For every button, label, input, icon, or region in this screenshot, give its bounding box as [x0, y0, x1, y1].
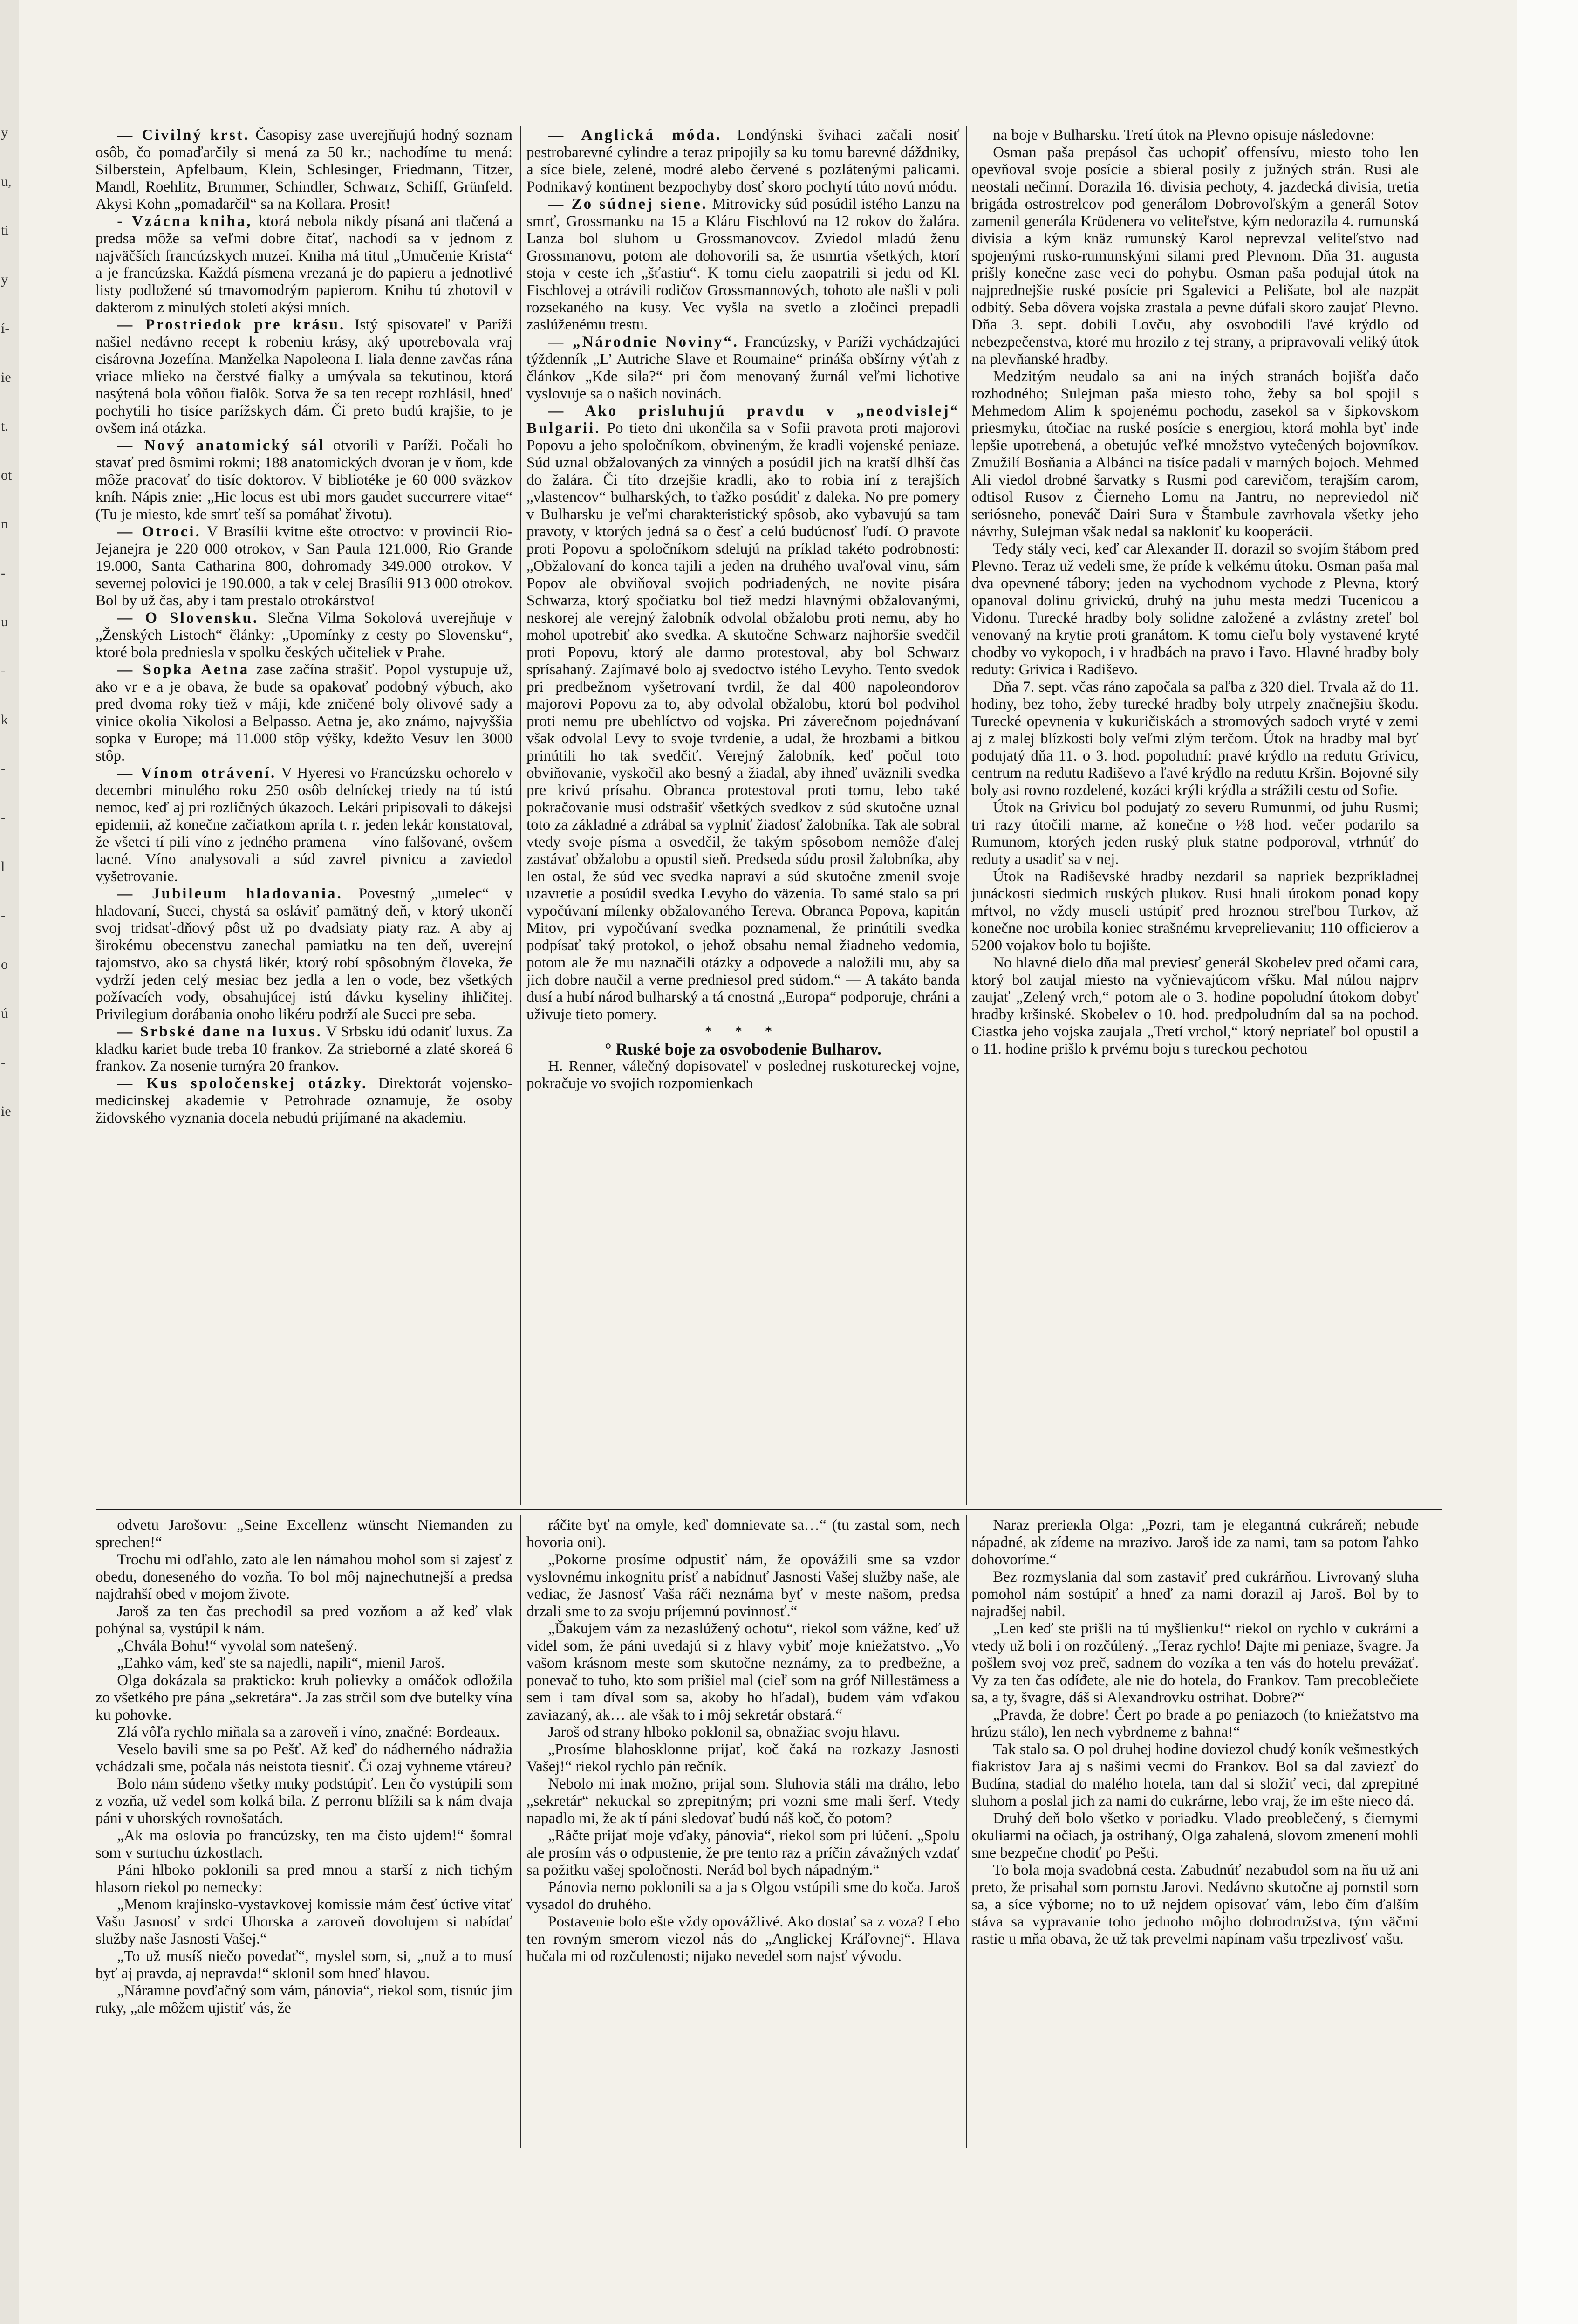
- news-item-keyword: — Zo súdnej siene.: [548, 196, 708, 213]
- story-column-2: [526, 1517, 960, 2151]
- news-item: [971, 954, 1419, 1058]
- news-item-text: Medzitým neudalo sa ani na iných stranách bojišťa dačo rozhodného; Sulejman paša miesto toho, žeby sa bol spojil s Mehmedom Alim k spojenému pochodu, zasekol sa v šipkovskom priesmyku, útočiac na ruské posície s energiou, ktorá mohla byť inde lepšie upotrebená, a obetujúc veľké množstvo vyteĉených bojovníkov. Zmužilí Bosňania a Albánci na tisíce padali v marných bojoch. Mehmed Ali viedol drobné šarvatky s Rusmi pod carevičom, terajším carom, odtisol Rusov z Čierneho Lomu na Jantru, no nepreviedol nič seriósneho, poneváč Dairi Sura v Štambule zavrhovala všetky jeho návrhy, Sulejman však nedal sa nakloniť ku kooperácii.: [971, 368, 1419, 540]
- news-item-text: Povestný „umelec“ v hladovaní, Succi, chystá sa osláviť pamätný deň, v ktorý ukončí svoj tridsať-dňový pôst už po dvadsiaty piaty raz. A aby aj širokému obecenstvu zanechal pamiatku na ten deň, uverejní tajomstvo, ako sa chystá likér, ktorý robí spôsobným človeka, že vydrží jeden celý mesiac bez jedla a len o vode, bez všetkých požívacích vody, obsahujúcej istú dávku kyseliny ihličitej. Privilegium dorábania onoho likéru podrží ale Succi pre seba.: [96, 885, 512, 1023]
- story-paragraph: Tak stalo sa. O pol druhej hodine doviezol chudý koník vešmestkých fiakristov Jara aj s našimi vecmi do Frankov. Bol sa dal zaviezť do Budína, stadial do malého hotela, tam dal si složiť veci, dal zprepitné sluhom a poslal jich za nami do cukrárne, lebo vraj, že im ešte nieco dá.: [971, 1741, 1419, 1810]
- news-item-text: Londýnski švihaci začali nosiť pestrobarevné cylindre a teraz pripojily sa ku tomu barevné dáždniky, a síce biele, zelené, modré alebo červené s pozlátenými palicami. Podnikavý kontinent bezpochyby dosť skoro pochytí túto novú módu.: [526, 127, 960, 195]
- story-paragraph: „Ráčte prijať moje vďaky, pánovia“, riekol som pri lúčení. „Spolu ale prosím vás o odpustenie, že pre tento raz a príčin závažných vzdať sa požitku vašej spoločnosti. Nerád bol bych nápadným.“: [526, 1827, 960, 1878]
- news-item-text: Útok na Radiševské hradby nezdaril sa napriek bezpríkladnej junáckosti siedmich ruských plukov. Rusi hnali útokom ponad kopy mŕtvol, no vždy museli ustúpiť pred hroznou streľbou Turkov, až konečne noc urobila koniec strašnému krveprelievaniu; 110 officierov a 5200 vojakov bolo tu bojište.: [971, 868, 1419, 954]
- news-item: [96, 885, 512, 1023]
- news-item-keyword: — „Národnie Noviny“.: [548, 334, 739, 350]
- story-paragraph: Trochu mi odľahlo, zato ale len námahou mohol som si zajesť z obedu, doneseného do vozňa. To bol môj najnechutnejší a predsa najdrahší obed v mojom živote.: [96, 1551, 512, 1603]
- edge-fragment: ti: [1, 223, 9, 238]
- edge-fragment: l: [1, 859, 5, 874]
- news-item-keyword: — Vínom otrávení.: [117, 765, 277, 782]
- news-item: [96, 127, 512, 213]
- news-item-text: V Hyeresi vo Francúzsku ochorelo v decembri minulého roku 250 osôb delníckej triedy na tú istú nemoc, keď aj pri rozličných úkazoch. Lekári pripisovali to dákejsi epidemii, až konečne začiatkom apríla t. r. jeden lekár konstatoval, že všetci tí pili víno z jedného pramena — víno falšované, ovšem lacné. Víno analysovali a súd zavrel pivnicu a zaviedol vyšetrovanie.: [96, 765, 512, 885]
- story-paragraph: Zlá vôľa rychlo miňala sa a zaroveň i víno, značné: Bordeaux.: [117, 1724, 500, 1741]
- column-rule-2: [966, 126, 967, 1505]
- news-item-keyword: — Jubileum hladovania.: [117, 885, 343, 902]
- news-item-keyword: - Vzácna kniha,: [117, 213, 253, 230]
- story-paragraph: „Ďakujem vám za nezaslúžený ochotu“, riekol som vážne, keď už videl som, že páni uvedajú si z hlavy vybiť moje kniežatstvo. „Vo vašom krásnom meste som skutočne neznámy, za to predbežne, a ponevač to tuho, kto som prišiel mal (cieľ som na gróf Nillestämess a sem i tam díval som sa, akoby ho hľadal), budem vám vďakou zaviazaný, ak… ale však to i môj sekretár obstará.“: [526, 1620, 960, 1723]
- news-item: [526, 127, 960, 196]
- story-paragraph: ráčite byť na omyle, keď domnievate sa…“ (tu zastal som, nech hovoria oni).: [526, 1517, 960, 1551]
- news-item-text: Direktorát vojensko-medicinskej akademie v Petrohrade oznamuje, že osoby židovského vyznania docela nebudú prijímané na akademiu.: [96, 1075, 512, 1126]
- story-paragraph: Druhý deň bolo všetko v poriadku. Vlado preoblečený, s čiernymi okuliarmi na očiach, ja ostrihaný, Olga zahalená, slovom zmenení mohli sme bezpečne chodiť po Pešti.: [971, 1810, 1419, 1861]
- edge-fragment: -: [1, 761, 6, 776]
- edge-fragment: -: [1, 663, 6, 679]
- story-paragraph: Páni hlboko poklonili sa pred mnou a starší z nich tichým hlasom riekol po nemecky:: [96, 1862, 512, 1896]
- news-item: [96, 610, 512, 661]
- news-item: [96, 523, 512, 610]
- news-item-text: Mitrovicky súd posúdil istého Lanzu na smrť, Grossmanku na 15 a Kláru Fischlovú na 12 rokov do žalára. Lanza bol sluhom u Grossmanovcov. Zvíedol mladú ženu Grossmanovu, potom ale dohovorili sa, že usmrtia všetkých, ktorí stoja v ceste ich „šťastiu“. K tomu cielu zaopatrili si jedu od Kl. Fischlovej a otrávili rodičov Grossmannových, tohoto ale našli v poli rozsekaného na kusy. Vec vyšla na svetlo a zločinci prepadli zaslúženému trestu.: [526, 196, 960, 333]
- news-item-keyword: — Anglická móda.: [548, 127, 722, 144]
- news-item: [96, 1023, 512, 1075]
- news-item: [96, 316, 512, 437]
- story-column-3: [971, 1517, 1419, 2151]
- story-paragraph: „Náramne povďačný som vám, pánovia“, riekol som, tisnúc jim ruky, „ale môžem ujistiť vás, že: [96, 1982, 512, 2016]
- news-item-keyword: — Srbské dane na luxus.: [117, 1023, 322, 1040]
- news-item-text: V Srbsku idú odaniť luxus. Za kladku kariet bude treba 10 frankov. Za strieborné a zlaté skoreá 6 frankov. Za nosenie turnýra 20 frankov.: [96, 1023, 512, 1075]
- column-rule-4: [966, 1515, 967, 2148]
- news-item-text: Slečna Vilma Sokolová uverejňuje v „Ženských Listoch“ články: „Upomínky z cesty po Slovensku“, ktoré bola prednieslа v spolku českých učiteliek v Prahe.: [96, 610, 512, 661]
- edge-fragment: u,: [1, 174, 12, 189]
- story-paragraph: „Ľahko vám, keď ste sa najedli, napili“, mienil Jaroš.: [117, 1655, 445, 1672]
- news-item: [971, 868, 1419, 954]
- news-item-keyword: — Sopka Aetna: [117, 661, 250, 678]
- story-paragraph: Nebolo mi inak možno, prijal som. Sluhovia stáli ma dráho, lebo „sekretár“ nekuckal so zprepitným; pri vozni sme mali šerf. Vtedy napadlo mi, že ak tí páni sledovať budú náš koč, čo potom?: [526, 1776, 960, 1827]
- news-item: [96, 765, 512, 885]
- story-paragraph: Veselo bavili sme sa po Pešť. Až keď do nádherného nádražia vchádzali sme, počala nás neistota tiesniť. Či ozaj vyhneme vtáreu?: [96, 1741, 512, 1775]
- news-column-2: [526, 127, 960, 1506]
- news-item-keyword: — Prostriedok pre krásu.: [117, 316, 346, 333]
- section-stars: * * *: [704, 1023, 782, 1040]
- story-paragraph: Bolo nám súdeno všetky muky podstúpiť. Len čo vystúpili som z vozňa, už vedel som kolká bila. Z perronu blížili sa k nám dvaja páni v uhorských rovnošatách.: [96, 1776, 512, 1827]
- news-item: [971, 679, 1419, 799]
- edge-fragment: y: [1, 125, 8, 140]
- story-paragraph: Olga dokázala sa prakticko: kruh polievky a omáčok odložila zo všetkého pre pána „sekretára“. Ja zas strčil som dve butelky vína ku pohovke.: [96, 1672, 512, 1723]
- right-page-margin: [1517, 0, 1578, 2324]
- story-column-1: [96, 1517, 512, 2151]
- story-paragraph: „Chvála Bohu!“ vyvolal som natešený.: [117, 1638, 358, 1654]
- edge-fragment: t.: [1, 418, 8, 434]
- left-page-edge: [0, 0, 19, 2324]
- news-item-keyword: — Civilný krst.: [117, 127, 250, 144]
- story-paragraph: „Prosíme blahosklonne prijať, koč čaká na rozkazy Jasnosti Vašej!“ riekol rychlo pán rečník.: [526, 1741, 960, 1775]
- story-paragraph: To bola moja svadobná cesta. Zabudnúť nezabudol som na ňu už ani preto, že prisahal som pomstu Jarovi. Nedávno skutočne aj pomstil som sa, a síce výborne; no to už nejdem opisovať vám, lebo čím ďalším stáva sa vypravanie toho jednoho môjho dobrodružstva, tým väčmi rastie u mňa obava, že už tak prevelmi napínam vašu trpezlivosť vašu.: [971, 1862, 1419, 1947]
- edge-fragment: n: [1, 516, 8, 532]
- news-item-keyword: — Ako prisluhujú pravdu v „neodvislej“ Bulgarii.: [526, 403, 960, 437]
- story-paragraph: „Ak ma oslovia po francúzsky, ten ma čisto ujdem!“ šomral som v surtuchu úzkostlach.: [96, 1827, 512, 1861]
- news-item-text: Časopisy zase uverejňujú hodný soznam osôb, čo pomaďarčily si mená za 50 kr.; nachodíme tu mená: Silberstein, Apfelbaum, Klein, Schlesinger, Friedmann, Titzer, Mandl, Roehlitz, Brummer, Schindler, Schwarz, Schiff, Grünfeld. Akysi Kohn „pomadarčil“ sa na Kollara. Prosit!: [96, 127, 512, 213]
- news-item-text: na boje v Bulharsku. Tretí útok na Plevno opisuje následovne:: [993, 127, 1375, 144]
- news-item-text: zase začína strašiť. Popol vystupuje už, ako vr e a je obava, že bude sa opakovať podobný výbuch, ako pred dvoma roky tiež v máji, kde zničené boly olivové sady a vinice okolia Nikolosi a Belpasso. Aetna je, ako známo, najvyššia sopka v Europe; má 11.000 stôp výšky, kdežto Vesuv len 3000 stôp.: [96, 661, 512, 764]
- edge-fragment: o: [1, 957, 8, 972]
- news-item-text: otvorili v Paríži. Počali ho stavať pred ôsmimi rokmi; 188 anatomických dvoran je v ňom, kde môže pracovať do tisíc doktorov. V bibliotéke je 60 000 sväzkov kníh. Nápis znie: „Hic locus est ubi mors gaudet succurrere vitae“ (Tu je miesto, kde smrť teší sa pomáhať životu).: [96, 437, 512, 523]
- news-item: [96, 437, 512, 523]
- story-paragraph: „Len keď ste prišli na tú myšlienku!“ riekol on rychlo v cukrárni a vtedy už boli i on rozčúlený. „Teraz rychlo! Dajte mi peniaze, švagre. Ja pošlem svoj voz preč, sadnem do vozíka a ten vás do hotelu prevážať. Vy za ten čas odíđete, ale nie do hotela, do Frankov. Tam precoblečiete sa, a ty, švagre, dáš si Alexandrovku ostrihat. Dobre?“: [971, 1620, 1419, 1706]
- edge-fragment: ie: [1, 1104, 11, 1119]
- edge-fragment: ot: [1, 467, 12, 483]
- column-rule-1: [520, 126, 521, 1505]
- edge-fragment: í-: [1, 321, 10, 336]
- news-item-text: Po tieto dni ukončila sa v Sofii pravota proti majorovi Popovu a jeho spoločníkom, obvineným, že kradli vojenské peniaze. Súd uznal obžalovaných za vinných a posúdil jich na kratší dlhší čas do žalára. Či títo drzejšie kradli, ako to robia iní z terajších „vlastencov“ bulharských, to ťažko posúdiť z daleka. No pre pomery v Bulharsku je veľmi charakteristický spôsob, ako vybavujú sa tam pravoty, v ktorých jedná sa o česť a celú budúcnosť ľudí. O pravote proti Popovu a spoločníkom sdelujú na príklad takéto podrobnosti: „Obžalovaní do konca tajili a jeden na druhého uvaľoval vinu, sám Popov ale obviňoval svojich podriadených, ne novite pisára Schwarza, ktorý spočiatku bol tiež medzi hlavnými obžalovanými, neskorej ale verejný žalobník odvolal obžalobu proti nemu, aby ho mohol upotrebiť ako svedka. A skutočne Schwarz najhoršie svedčil proti Popovu, ktorý ale darmo protestoval, aby bol Schwarz sprísahaný. Zajímavé bolo aj svedoctvo istého Levyho. Tento svedok pri predbežnom vyšetrovaní tvrdil, že dal 400 napoleondorov majorovi Popovu za to, aby odvolal obžalobu, ktorú bol podvihol proti nemu pre ubehlíctvo od vojska. Pri záverečnom pojednávaní však odvolal Levy to svoje tvrdenie, a udal, že hrozbami a bitkou prinútili ho tak svedčiť. Verejný žalobník, keď počul toto obviňovanie, vyskočil ako besný a žiadal, aby ihneď uväznili svedka pre krivú prísahu. Obranca protestoval proti tomu, lebo také pokračovanie musí odstrašiť všetkých svedkov z súd skutočne uznal toto za základné a zdrábal sa vyplniť žiadosť žalobníka. Tak ale sobral vtedy svoje písma a osvedčil, že takým spôsobom nemôže ďalej zastávať obžalobu a opustil sieň. Predseda súdu prosil žalobníka, aby len ostal, že súd vec svedka napraví a súd skutočne zmenil svoje uzavretie a posúdil svedka Levyho do väzenia. To samé stalo sa pri vypočúvaní mílenky obžalovaného Tereva. Obranca Popova, kapitán Mitov, pri vypočúvaní svedka poznamenal, že prinútili svedka podpísať taký protokol, o jehož obsahu nemal žiadneho vedomia, potom ale že mu naznačili otázky a odpovede a naložili mu, aby sa jich dobre naučil a verne predniesol pred súdom.“ — A takáto banda dusí a hubí národ bulharský a tá cnostná „Europa“ podporuje, chráni a uživuje tieto pomery.: [526, 420, 960, 1023]
- news-column-1: [96, 127, 512, 1506]
- edge-fragment: ú: [1, 1006, 8, 1021]
- news-item-text: Tedy stály veci, keď car Alexander II. dorazil so svojím štábom pred Plevno. Teraz už vedeli sme, že príde k velkému útoku. Osman paša mal dva opevnené tábory; jeden na vychodnom vychode z Plevna, ktorý opanoval dolinu grivickú, druhý na juhu mesta medzi Tucenicou a Vidonu. Turecké hradby boly solidne založené a zvlástny zreteľ bol venovaný na krytie proti granátom. K tomu cieľu boly vystavené kryté chodby vo vykopoch, i v hradbách na pravo i ľavo. Hlavné hradby boly reduty: Grivica i Radiševo.: [971, 541, 1419, 678]
- news-item: [971, 144, 1419, 368]
- news-item-text: No hlavné dielo dňa mal previesť generál Skobelev pred očami cara, ktorý bol zaujal miesto na vyčnievajúcom vŕšku. Mal núlou najprv zaujať „Zelený vrch,“ potom ale o 3. hodine popoludní útokom dobyť hradby kršinské. Skobelev o 10. hod. predpoludním dal sa na pochod. Ciastka jeho vojska zaujala „Tretí vrchol,“ ktorý nepriateľ bol opustil a o 11. hodine prišlo k prvému boju s tureckou pechotou: [971, 954, 1419, 1057]
- edge-fragment: -: [1, 908, 6, 923]
- news-item-keyword: — Otroci.: [117, 523, 201, 540]
- news-item-text: Útok na Grivicu bol podujatý zo severu Rumunmi, od juhu Rusmi; tri razy útočili marne, až konečne o ½8 hod. večer podarilo sa Rumunom, ktorých jeden ruský pluk statne podporoval, vtrhnúť do reduty a usadiť sa v nej.: [971, 799, 1419, 868]
- news-item: [96, 213, 512, 316]
- story-paragraph: Jaroš od strany hlboko poklonil sa, obnažiac svoju hlavu.: [548, 1724, 900, 1741]
- news-item: [971, 541, 1419, 679]
- news-item: [971, 799, 1419, 868]
- edge-fragment: -: [1, 810, 6, 825]
- edge-fragment: k: [1, 712, 8, 727]
- story-paragraph: „Menom krajinsko-vystavkovej komissie mám česť úctive vítať Vašu Jasnosť v srdci Uhorska a zaroveň dovolujem si nabídať služby naše Jasnosti Vašej.“: [96, 1896, 512, 1947]
- news-item-text: ktorá nebola nikdy písaná ani tlačená a predsa môže sa veľmi dobre čítať, nachodí sa v jednom z najväčších francúzskych muzeí. Kniha má titul „Umučenie Krista“ a je francúzska. Každá písmena vrezaná je do papieru a jednotlivé listy podložené sú tmavomodrým papierom. Knihu tú zhotovil v dakterom z minulých století akýsi mních.: [96, 213, 512, 316]
- story-paragraph: Pánovia nemo poklonili sa a ja s Olgou vstúpili sme do koča. Jaroš vysadol do druhého.: [526, 1879, 960, 1913]
- story-paragraph: „To už musíš niečo povedať“, myslel som, si, „nuž a to musí byť aj pravda, aj nepravda!“ sklonil som hneď hlavou.: [96, 1948, 512, 1982]
- story-paragraph: Bez rozmyslania dal som zastaviť pred cukrárňou. Livrovaný sluha pomohol nám sostúpiť a hneď za nami dorazil aj Jaroš. Bol by to najradšej nabil.: [971, 1569, 1419, 1620]
- news-item: [96, 1075, 512, 1127]
- news-item: [526, 334, 960, 403]
- edge-fragment: -: [1, 565, 6, 581]
- news-item-text: Francúzsky, v Paríži vychádzajúci týždenník „L’ Autriche Slave et Roumaine“ prináša obšírny výťah z článkov „Kde sila?“ pri čom menovaný žurnál veľmi lichotive vyslovuje sa o našich novinách.: [526, 334, 960, 402]
- news-item: [971, 368, 1419, 541]
- story-paragraph: „Pravda, že dobre! Čert po brade a po peniazoch (to kniežatstvo ma hrúzu stálo), len nech vybrdneme z bahna!“: [971, 1707, 1419, 1741]
- news-item-text: V Brasílii kvitne ešte otroctvo: v provincii Rio-Jejanejra je 220 000 otrokov, v San Paula 121.000, Rio Grande 19.000, Santa Catharina 800, dohromady 349.000 otrokov. V severnej polovici je 190.000, a tak v celej Brasílii 913 000 otrokov. Bol by už čas, aby i tam prestalo otrokárstvo!: [96, 523, 512, 609]
- story-paragraph: odvetu Jarošovu: „Seine Excellenz wünscht Niemanden zu sprechen!“: [96, 1517, 512, 1551]
- news-item: [971, 127, 1419, 144]
- edge-fragment: -: [1, 1055, 6, 1070]
- news-item-keyword: — O Slovensku.: [117, 610, 259, 626]
- news-item: [526, 196, 960, 334]
- section-intro: H. Renner, válečný dopisovateľ v poslednej ruskotureckej vojne, pokračuje vo svojich rozpomienkach: [526, 1058, 960, 1092]
- news-item: [526, 403, 960, 1023]
- section-title: ° Ruské boje za osvobodenie Bulharov.: [605, 1040, 881, 1058]
- news-item: [96, 661, 512, 765]
- news-item-keyword: — Kus spoločenskej otázky.: [117, 1075, 368, 1092]
- news-item-text: Osman paša prepásol čas uchopiť offensívu, miesto toho len opevňoval svoje posície a sbieral posily z južných strán. Rusi ale neostali nečinní. Dorazila 16. divisia pechoty, 4. jazdecká divisia, tretia brigáda ostrostrelcov pod generálom Dobrovoľským a generál Sotov zamenil generála Krüdenera vo veliteľstve, kým nedorazila 4. rumunská divisia a kým knäz rumunský Karol neprevzal veliteľstvo nad spojenými rusko-rumunskými silami pred Plevnom. Dňa 31. augusta prišly konečne zase veci do pohybu. Osman paša podujal útok na najprednejšie ruské posície pri Sgalevici a Pelišate, bol ale nazpät odbitý. Seba dôvera vojska zrastala a pevne dúfali skoro zaujať Plevno. Dňa 3. sept. dobili Lovču, aby osvobodili ľavé krýdlo od nebezpečenstva, ktoré mu hrozilo z tej strany, a pripravovali veliký útok na plevňanské hradby.: [971, 144, 1419, 368]
- edge-fragment: u: [1, 614, 8, 630]
- story-paragraph: Jaroš za ten čas prechodil sa pred vozňom a až keď vlak pohýnal sa, vystúpil k nám.: [96, 1603, 512, 1637]
- story-paragraph: Naraz prerieкla Olga: „Pozri, tam je elegantná cukráreň; nebude nápadné, ak zídeme na mrazivo. Jaroš ide za nami, tam sa potom ľahko dohovoríme.“: [971, 1517, 1419, 1568]
- story-paragraph: „Pokorne prosíme odpustiť nám, že opovážili sme sa vzdor vyslovnému inkognitu prísť a nabídnuť Jasnosti Vašej služby naše, ale vediac, že Jasnosť Vaša ráči neznáma byť v meste našom, predsa drzali sme to za svoju príjemnú povinnosť.“: [526, 1551, 960, 1620]
- news-item-text: Dňa 7. sept. včas ráno započala sa paľba z 320 diel. Trvala až do 11. hodiny, bez toho, žeby turecké hradby boly utrpely značnejšiu škodu. Turecké opevnenia v kukuričiskách a stromových sadoch vryté v zemi aj z malej blízkosti boly veľmi zlým terčom. Útok na hradby mal byť podujatý dňa 11. o 3. hod. popoludní: pravé krýdlo na redutu Grivicu, centrum na redutu Radiševo a ľavé krýdlo na redutu Kršin. Bojovné sily boly asi rovno rozdelené, kozáci krýli krýdla a strážili cestu od Sofie.: [971, 679, 1419, 799]
- section-rule: [96, 1509, 1442, 1510]
- news-item-text: Istý spisovateľ v Paríži našiel nedávno recept k robeniu krásy, aký upotrebovala vraj cisárovna Jozefína. Manželka Napoleona I. lialа denne zavčas rána vriace mlieko na čerstvé fialky a umývala sa tekutinou, ktorá nasýtená bola vôňou fialôk. Sotva že sa ten recept rozhlásil, hneď pochytili ho tisíce parížskych dám. Či preto budú krajšie, to je ovšem iná otázka.: [96, 316, 512, 437]
- column-rule-3: [520, 1515, 521, 2148]
- edge-fragment: ie: [1, 370, 11, 385]
- edge-fragment: y: [1, 272, 8, 287]
- news-item-keyword: — Nový anatomický sál: [117, 437, 325, 454]
- news-column-3: [971, 127, 1419, 1506]
- story-paragraph: Postavenie bolo ešte vždy opovážlivé. Ako dostať sa z voza? Lebo ten rovným smerom viezol nás do „Anglickej Kráľovnej“. Hlava hučala mi od rozčulenosti; nijako nevedel som najsť vývodu.: [526, 1913, 960, 1965]
